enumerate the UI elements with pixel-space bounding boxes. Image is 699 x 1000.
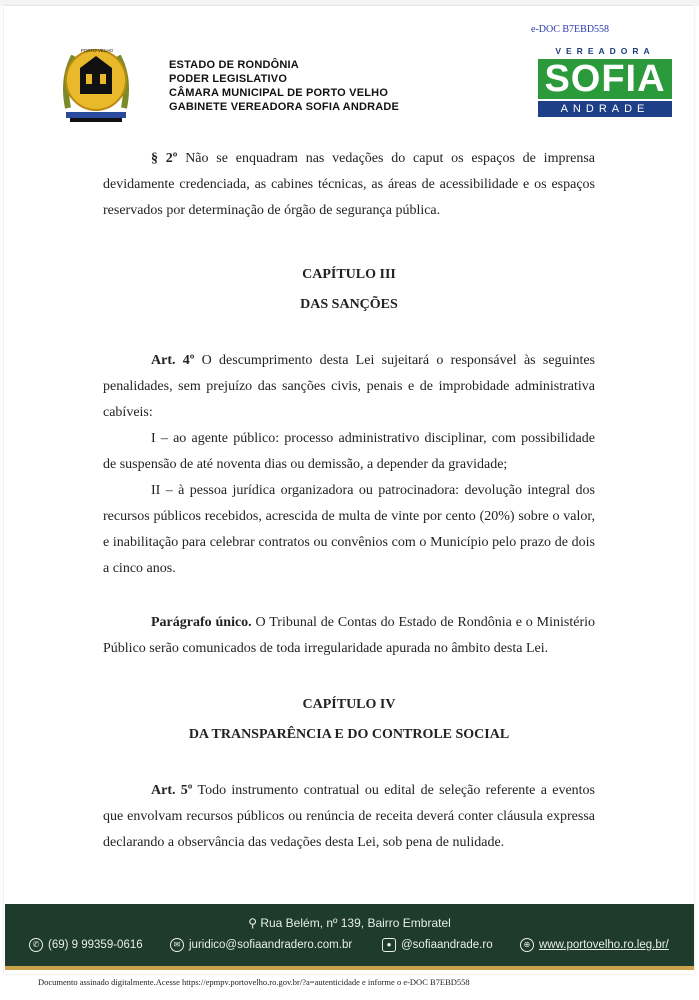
sofia-andrade-logo xyxy=(538,46,672,128)
seal-text: PORTO VELHO xyxy=(80,48,114,53)
chapter-4-title: CAPÍTULO IV xyxy=(302,697,396,712)
header-line-power: PODER LEGISLATIVO xyxy=(169,73,288,85)
article-4-text: O descumprimento desta Lei sujeitará o responsável às seguintes penalidades, sem prejuízo das sanções civis, penais e de improbidade administrativa cabíveis: xyxy=(103,353,595,420)
footer-accent-line xyxy=(5,966,694,970)
sole-paragraph-text: O Tribunal de Contas do Estado de Rondônia e o Ministério Público serão comunicados de toda irregularidade apurada no âmbito desta Lei. xyxy=(103,615,595,656)
location-pin-icon: ⚲ xyxy=(248,916,257,930)
article-5-label: Art. 5º xyxy=(151,783,193,798)
instagram-icon: ● xyxy=(382,938,396,952)
chapter-3-subtitle: DAS SANÇÕES xyxy=(300,297,398,312)
article-4 xyxy=(103,348,595,426)
website-link[interactable]: www.portovelho.ro.leg.br/ xyxy=(539,939,669,951)
address-text: Rua Belém, nº 139, Bairro Embratel xyxy=(260,916,451,930)
email-contact[interactable] xyxy=(170,938,352,952)
email-text[interactable]: juridico@sofiaandradero.com.br xyxy=(189,939,353,951)
globe-icon: ⊕ xyxy=(520,938,534,952)
institution-header xyxy=(169,58,399,114)
paragraph-2 xyxy=(103,146,595,224)
chapter-4-subtitle: DA TRANSPARÊNCIA E DO CONTROLE SOCIAL xyxy=(188,727,510,742)
phone-text: (69) 9 99359-0616 xyxy=(48,939,143,951)
header-line-state: ESTADO DE RONDÔNIA xyxy=(169,59,299,71)
phone-contact xyxy=(29,938,143,952)
doc-id: e-DOC B7EBD558 xyxy=(531,24,610,35)
article-5 xyxy=(103,778,595,856)
logo-bottom-text: ANDRADE xyxy=(538,101,672,117)
paragraph-2-label: § 2º xyxy=(151,151,178,166)
article-4-item-1: I – ao agente público: processo administrativo disciplinar, com possibilidade de suspensão de até noventa dias ou demissão, a depender da gravidade; xyxy=(103,431,595,472)
whatsapp-icon: ✆ xyxy=(29,938,43,952)
chapter-3-title: CAPÍTULO III xyxy=(302,267,396,282)
instagram-text[interactable]: @sofiaandrade.ro xyxy=(401,939,493,951)
footer-address xyxy=(5,916,694,930)
header-line-office: GABINETE VEREADORA SOFIA ANDRADE xyxy=(169,101,400,113)
instagram-contact[interactable] xyxy=(382,938,493,952)
footer-contacts xyxy=(5,938,694,956)
header-line-chamber: CÂMARA MUNICIPAL DE PORTO VELHO xyxy=(169,87,389,99)
document-body xyxy=(103,146,595,856)
sole-paragraph-label: Parágrafo único. xyxy=(151,615,252,630)
digital-signature-note: Documento assinado digitalmente.Acesse https://epmpv.portovelho.ro.gov.br/?a=autenticidade e informe o e-DOC B7EBD558 xyxy=(38,977,470,987)
paragraph-2-text: Não se enquadram nas vedações do caput os espaços de imprensa devidamente credenciada, as cabines técnicas, as áreas de acessibilidade e os espaços reservados por determinação de órgão de segurança pública. xyxy=(103,151,595,218)
article-4-label: Art. 4º xyxy=(151,353,195,368)
article-4-item-2: II – à pessoa jurídica organizadora ou patrocinadora: devolução integral dos recursos públicos recebidos, acrescida de multa de vinte por cento (20%) sobre o valor, e inabilitação para celebrar contratos ou convênios com o Município pelo prazo de dois a cinco anos. xyxy=(103,483,595,576)
logo-top-text: VEREADORA xyxy=(555,46,655,56)
logo-name-text: SOFIA xyxy=(538,59,672,99)
website-contact[interactable] xyxy=(520,938,669,952)
sole-paragraph xyxy=(103,610,595,662)
email-icon: ✉ xyxy=(170,938,184,952)
contact-footer xyxy=(5,904,694,970)
article-5-text: Todo instrumento contratual ou edital de seleção referente a eventos que envolvam recursos públicos ou renúncia de receita deverá conter cláusula expressa declarando a observância das vedações desta Lei, sob pena de nulidade. xyxy=(103,783,595,850)
